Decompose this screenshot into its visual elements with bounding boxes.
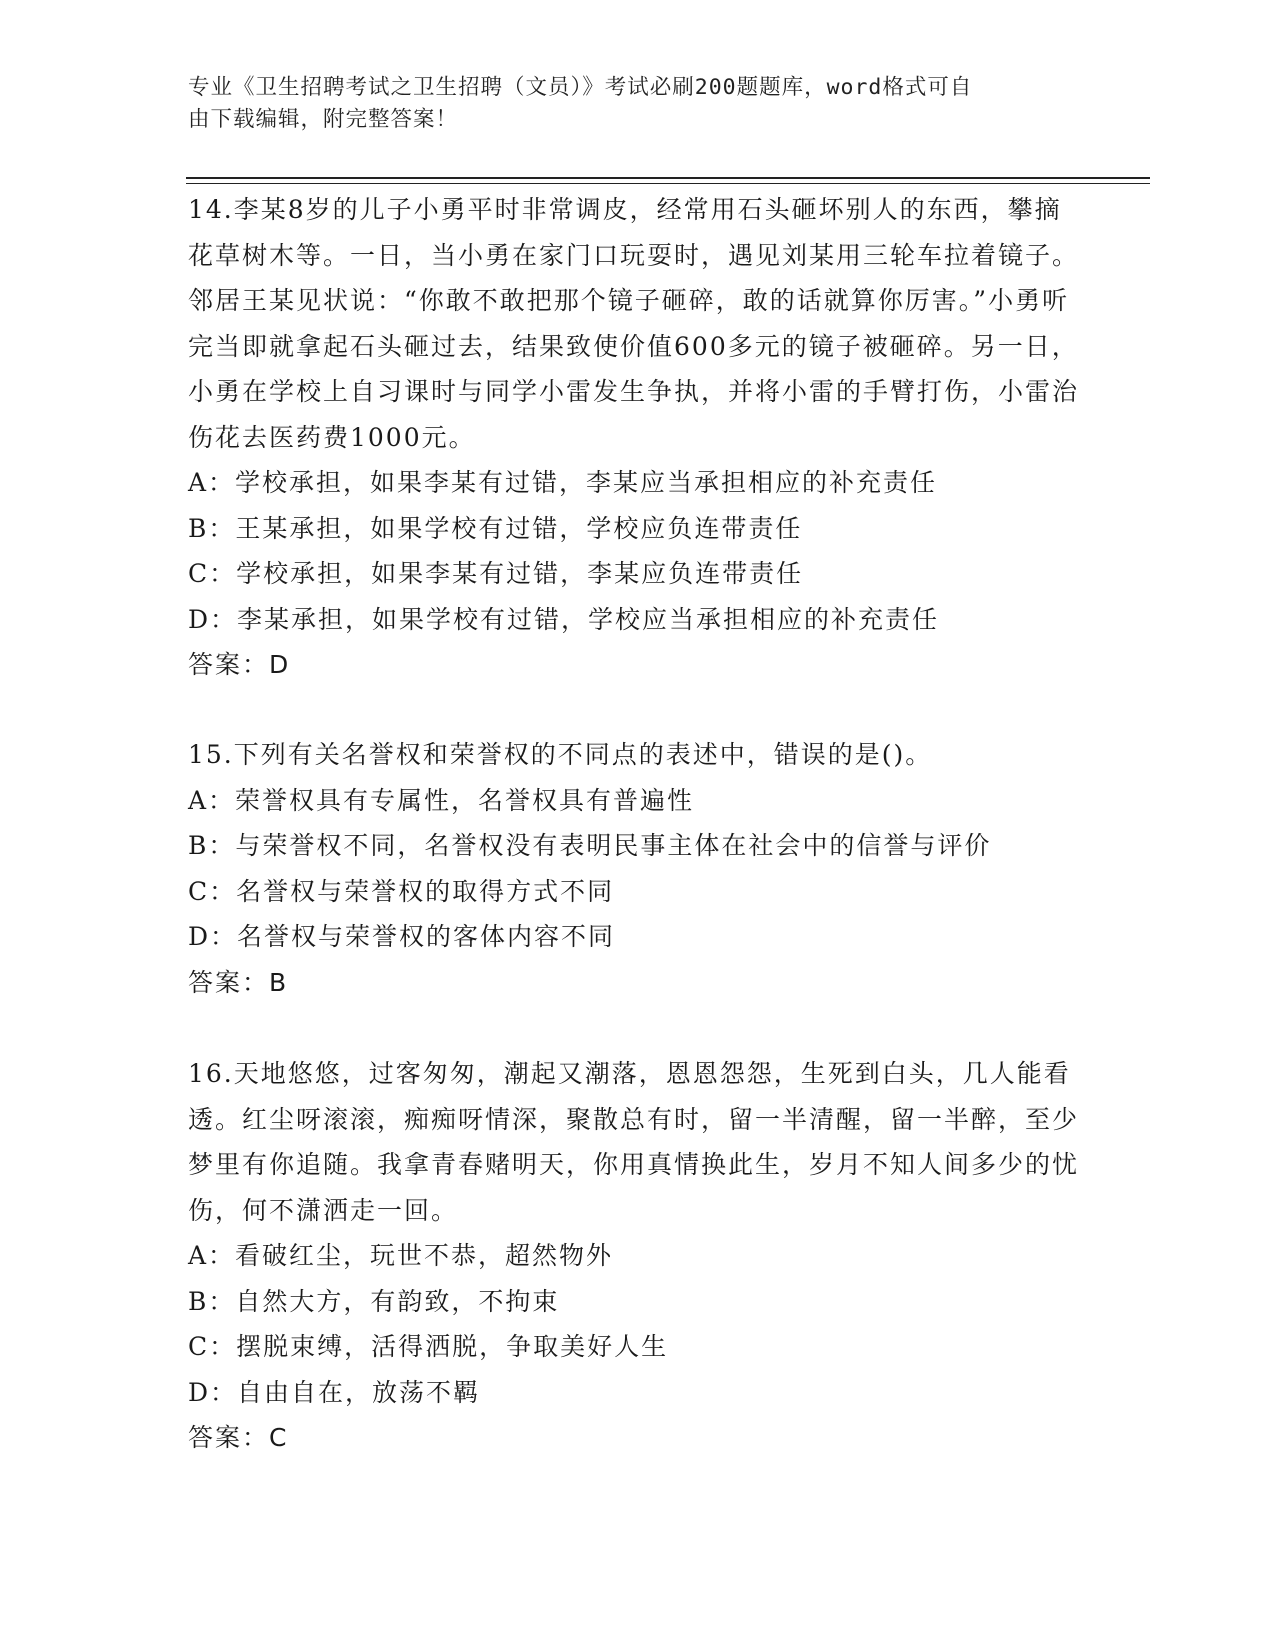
header-divider-thin xyxy=(186,183,1150,184)
option-c: C：名誉权与荣誉权的取得方式不同 xyxy=(188,876,615,906)
question-16 xyxy=(188,1051,1088,1461)
option-d: D：李某承担，如果学校有过错，学校应当承担相应的补充责任 xyxy=(188,604,940,634)
option-c: C：学校承担，如果李某有过错，李某应负连带责任 xyxy=(188,559,804,588)
answer-line: 答案：D xyxy=(188,650,291,679)
question-14 xyxy=(188,187,1088,688)
question-stem: 15.下列有关名誉权和荣誉权的不同点的表述中，错误的是()。 xyxy=(188,740,933,769)
option-b: B：自然大方，有韵致，不拘束 xyxy=(188,1286,560,1316)
question-15 xyxy=(188,732,1088,1005)
header-line-2: 由下载编辑，附完整答案！ xyxy=(188,107,459,132)
question-stem: 14.李某8岁的儿子小勇平时非常调皮，经常用石头砸坏别人的东西，攀摘花草树木等。一日，当小勇在家门口玩耍时，遇见刘某用三轮车拉着镜子。邻居王某见状说：“你敢不敢把那个镜子砸碎，敢的话就算你厉害。”小勇听完当即就拿起石头砸过去，结果致使价值600多元的镜子被砸碎。另一日，小勇在学校上自习课时与同学小雷发生争执，并将小雷的手臂打伤，小雷治伤花去医药费1000元。 xyxy=(188,195,1080,452)
answer-line: 答案：C xyxy=(188,1423,289,1452)
option-b: B：与荣誉权不同，名誉权没有表明民事主体在社会中的信誉与评价 xyxy=(188,831,992,860)
document-header xyxy=(188,72,1068,136)
option-d: D：名誉权与荣誉权的客体内容不同 xyxy=(188,922,616,951)
answer-line: 答案：B xyxy=(188,967,289,997)
header-line-1: 专业《卫生招聘考试之卫生招聘（文员）》考试必刷200题题库，word格式可自 xyxy=(188,75,973,100)
option-c: C：摆脱束缚，活得洒脱，争取美好人生 xyxy=(188,1332,669,1361)
question-stem: 16.天地悠悠，过客匆匆，潮起又潮落，恩恩怨怨，生死到白头，几人能看透。红尘呀滚滚，痴痴呀情深，聚散总有时，留一半清醒，留一半醉，至少梦里有你追随。我拿青春赌明天，你用真情换此生，岁月不知人间多少的忧伤，何不潇洒走一回。 xyxy=(188,1059,1080,1225)
header-divider-thick xyxy=(186,177,1150,179)
option-a: A：荣誉权具有专属性，名誉权具有普遍性 xyxy=(188,785,695,815)
option-d: D：自由自在，放荡不羁 xyxy=(188,1377,481,1407)
option-a: A：学校承担，如果李某有过错，李某应当承担相应的补充责任 xyxy=(188,468,938,497)
option-b: B：王某承担，如果学校有过错，学校应负连带责任 xyxy=(188,513,803,543)
option-a: A：看破红尘，玩世不恭，超然物外 xyxy=(188,1241,614,1270)
